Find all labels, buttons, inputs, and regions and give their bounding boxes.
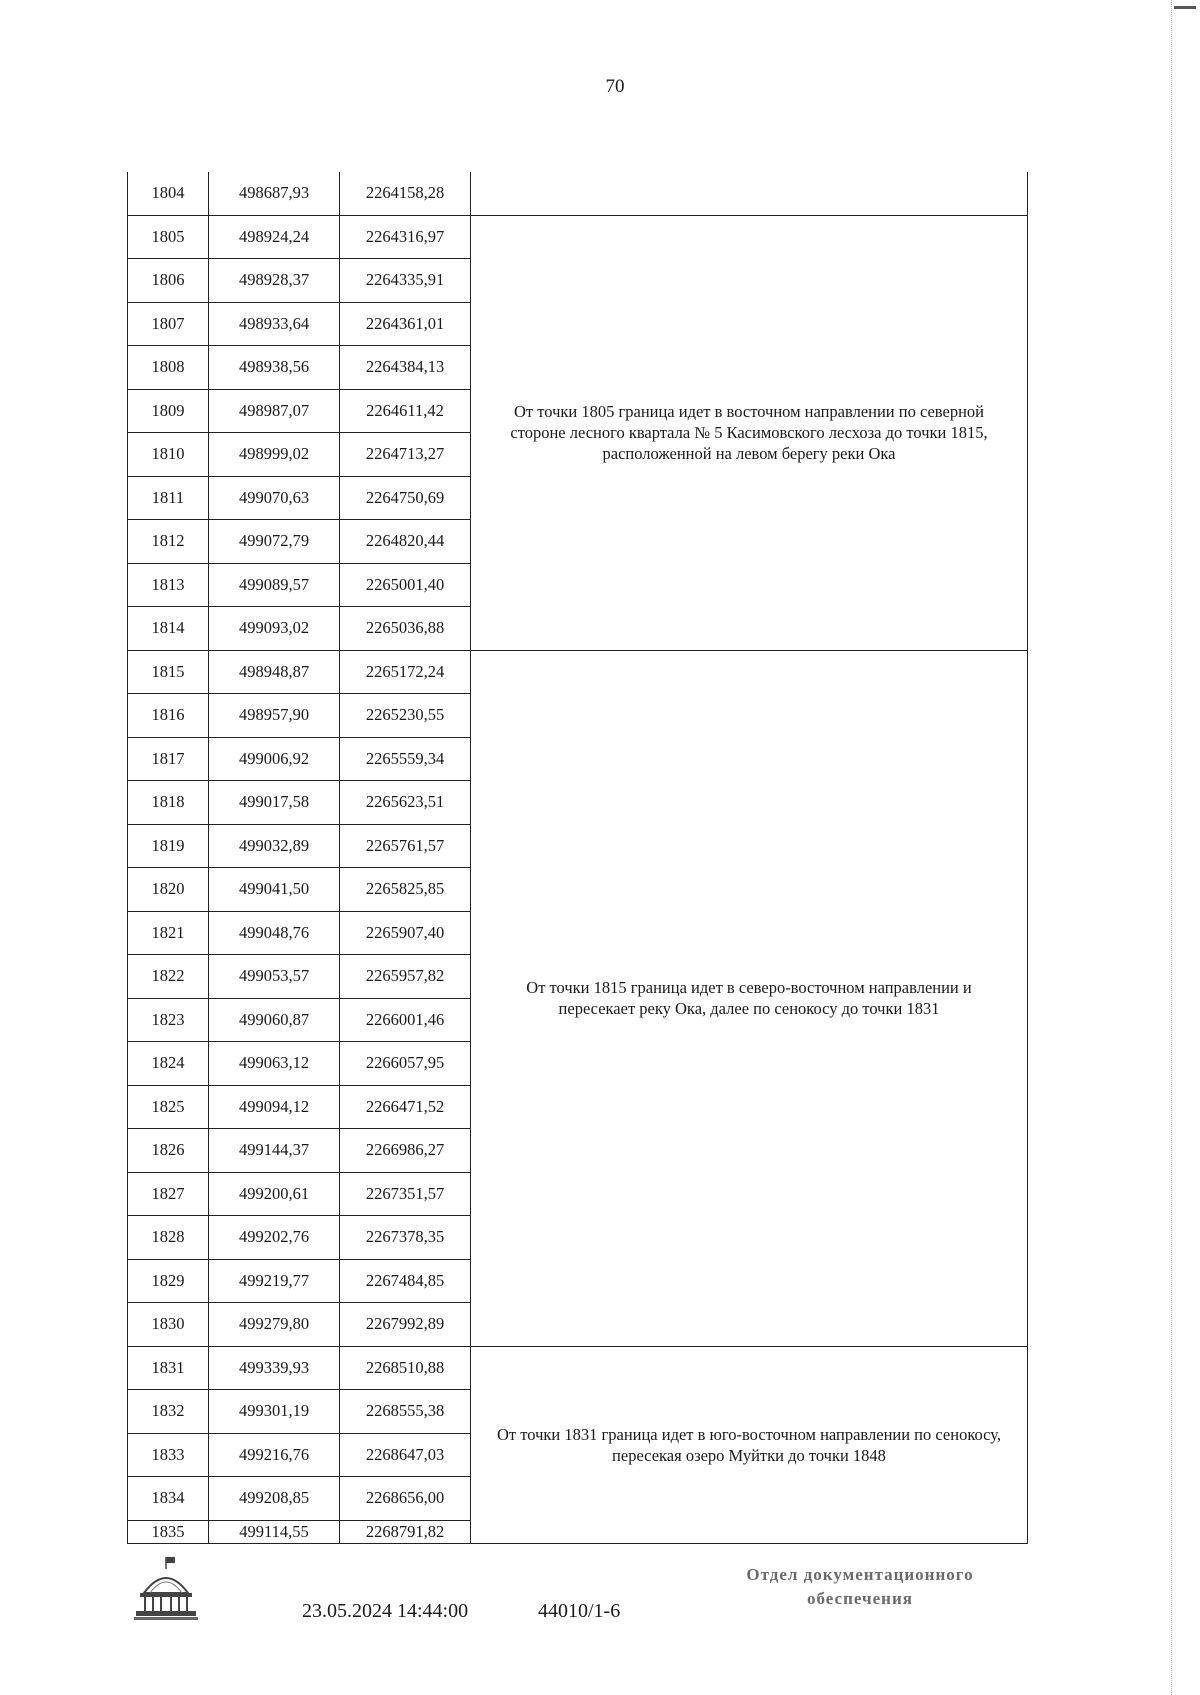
y-coordinate-cell: 2264750,69 — [340, 476, 471, 520]
x-coordinate-cell: 499053,57 — [209, 955, 340, 999]
point-number-cell: 1826 — [128, 1129, 209, 1173]
point-number-cell: 1814 — [128, 607, 209, 651]
x-coordinate-cell: 499093,02 — [209, 607, 340, 651]
y-coordinate-cell: 2265825,85 — [340, 868, 471, 912]
table-row — [128, 1346, 1028, 1390]
table-row — [128, 650, 1028, 694]
x-coordinate-cell: 499301,19 — [209, 1390, 340, 1434]
stamp-line-1: Отдел документационного — [746, 1565, 974, 1584]
x-coordinate-cell: 499048,76 — [209, 911, 340, 955]
page-number: 70 — [605, 76, 625, 97]
y-coordinate-cell: 2268647,03 — [340, 1433, 471, 1477]
point-number-cell: 1832 — [128, 1390, 209, 1434]
point-number-cell: 1812 — [128, 520, 209, 564]
y-coordinate-cell: 2268555,38 — [340, 1390, 471, 1434]
y-coordinate-cell: 2267484,85 — [340, 1259, 471, 1303]
y-coordinate-cell: 2265001,40 — [340, 563, 471, 607]
point-number-cell: 1833 — [128, 1433, 209, 1477]
x-coordinate-cell: 499094,12 — [209, 1085, 340, 1129]
y-coordinate-cell: 2265559,34 — [340, 737, 471, 781]
y-coordinate-cell: 2265761,57 — [340, 824, 471, 868]
y-coordinate-cell: 2264820,44 — [340, 520, 471, 564]
y-coordinate-cell: 2266471,52 — [340, 1085, 471, 1129]
point-number-cell: 1820 — [128, 868, 209, 912]
y-coordinate-cell: 2265907,40 — [340, 911, 471, 955]
y-coordinate-cell: 2264611,42 — [340, 389, 471, 433]
x-coordinate-cell: 499200,61 — [209, 1172, 340, 1216]
point-number-cell: 1817 — [128, 737, 209, 781]
scan-edge — [1171, 0, 1200, 1695]
point-number-cell: 1810 — [128, 433, 209, 477]
x-coordinate-cell: 499006,92 — [209, 737, 340, 781]
point-number-cell: 1821 — [128, 911, 209, 955]
document-datetime: 23.05.2024 14:44:00 — [302, 1600, 469, 1622]
x-coordinate-cell: 498924,24 — [209, 215, 340, 259]
table-row — [128, 172, 1028, 215]
table-row — [128, 215, 1028, 259]
point-number-cell: 1819 — [128, 824, 209, 868]
y-coordinate-cell: 2266001,46 — [340, 998, 471, 1042]
point-number-cell: 1835 — [128, 1520, 209, 1543]
x-coordinate-cell: 499032,89 — [209, 824, 340, 868]
point-number-cell: 1822 — [128, 955, 209, 999]
x-coordinate-cell: 499072,79 — [209, 520, 340, 564]
coordinates-table — [127, 172, 1028, 1544]
x-coordinate-cell: 499060,87 — [209, 998, 340, 1042]
point-number-cell: 1811 — [128, 476, 209, 520]
y-coordinate-cell: 2265957,82 — [340, 955, 471, 999]
x-coordinate-cell: 498957,90 — [209, 694, 340, 738]
y-coordinate-cell: 2268791,82 — [340, 1520, 471, 1543]
description-cell-previous — [471, 172, 1028, 215]
y-coordinate-cell: 2268510,88 — [340, 1346, 471, 1390]
point-number-cell: 1825 — [128, 1085, 209, 1129]
x-coordinate-cell: 499017,58 — [209, 781, 340, 825]
y-coordinate-cell: 2268656,00 — [340, 1477, 471, 1521]
y-coordinate-cell: 2264158,28 — [340, 172, 471, 215]
duma-building-logo-icon — [134, 1555, 198, 1623]
point-number-cell: 1806 — [128, 259, 209, 303]
stamp-line-2: обеспечения — [807, 1589, 913, 1608]
point-number-cell: 1831 — [128, 1346, 209, 1390]
x-coordinate-cell: 498928,37 — [209, 259, 340, 303]
x-coordinate-cell: 499114,55 — [209, 1520, 340, 1543]
x-coordinate-cell: 499339,93 — [209, 1346, 340, 1390]
x-coordinate-cell: 498687,93 — [209, 172, 340, 215]
point-number-cell: 1804 — [128, 172, 209, 215]
x-coordinate-cell: 498987,07 — [209, 389, 340, 433]
point-number-cell: 1816 — [128, 694, 209, 738]
y-coordinate-cell: 2265036,88 — [340, 607, 471, 651]
y-coordinate-cell: 2264361,01 — [340, 302, 471, 346]
coordinates-table-body — [128, 172, 1028, 1543]
x-coordinate-cell: 499063,12 — [209, 1042, 340, 1086]
y-coordinate-cell: 2264713,27 — [340, 433, 471, 477]
point-number-cell: 1807 — [128, 302, 209, 346]
document-number: 44010/1-6 — [538, 1600, 621, 1622]
y-coordinate-cell: 2264384,13 — [340, 346, 471, 390]
scan-edge-mark — [1174, 6, 1196, 9]
point-number-cell: 1813 — [128, 563, 209, 607]
y-coordinate-cell: 2264335,91 — [340, 259, 471, 303]
y-coordinate-cell: 2265623,51 — [340, 781, 471, 825]
x-coordinate-cell: 498948,87 — [209, 650, 340, 694]
x-coordinate-cell: 499089,57 — [209, 563, 340, 607]
y-coordinate-cell: 2265230,55 — [340, 694, 471, 738]
x-coordinate-cell: 499279,80 — [209, 1303, 340, 1347]
department-stamp — [710, 1563, 1010, 1611]
x-coordinate-cell: 498938,56 — [209, 346, 340, 390]
boundary-description-cell: От точки 1805 граница идет в восточном направлении по северной стороне лесного квартала № 5 Касимовского лесхоза до точки 1815, расположенной на левом берегу реки Ока — [471, 215, 1028, 650]
point-number-cell: 1827 — [128, 1172, 209, 1216]
y-coordinate-cell: 2267351,57 — [340, 1172, 471, 1216]
y-coordinate-cell: 2266057,95 — [340, 1042, 471, 1086]
point-number-cell: 1824 — [128, 1042, 209, 1086]
point-number-cell: 1808 — [128, 346, 209, 390]
x-coordinate-cell: 499216,76 — [209, 1433, 340, 1477]
point-number-cell: 1818 — [128, 781, 209, 825]
boundary-description-cell: От точки 1831 граница идет в юго-восточном направлении по сенокосу, пересекая озеро Муйтки до точки 1848 — [471, 1346, 1028, 1543]
point-number-cell: 1823 — [128, 998, 209, 1042]
point-number-cell: 1805 — [128, 215, 209, 259]
y-coordinate-cell: 2267378,35 — [340, 1216, 471, 1260]
point-number-cell: 1834 — [128, 1477, 209, 1521]
point-number-cell: 1809 — [128, 389, 209, 433]
point-number-cell: 1828 — [128, 1216, 209, 1260]
x-coordinate-cell: 498999,02 — [209, 433, 340, 477]
x-coordinate-cell: 498933,64 — [209, 302, 340, 346]
point-number-cell: 1815 — [128, 650, 209, 694]
boundary-description-cell: От точки 1815 граница идет в северо-восточном направлении и пересекает реку Ока, далее по сенокосу до точки 1831 — [471, 650, 1028, 1346]
x-coordinate-cell: 499219,77 — [209, 1259, 340, 1303]
y-coordinate-cell: 2265172,24 — [340, 650, 471, 694]
y-coordinate-cell: 2267992,89 — [340, 1303, 471, 1347]
x-coordinate-cell: 499208,85 — [209, 1477, 340, 1521]
x-coordinate-cell: 499070,63 — [209, 476, 340, 520]
x-coordinate-cell: 499144,37 — [209, 1129, 340, 1173]
y-coordinate-cell: 2264316,97 — [340, 215, 471, 259]
y-coordinate-cell: 2266986,27 — [340, 1129, 471, 1173]
point-number-cell: 1829 — [128, 1259, 209, 1303]
x-coordinate-cell: 499041,50 — [209, 868, 340, 912]
x-coordinate-cell: 499202,76 — [209, 1216, 340, 1260]
point-number-cell: 1830 — [128, 1303, 209, 1347]
